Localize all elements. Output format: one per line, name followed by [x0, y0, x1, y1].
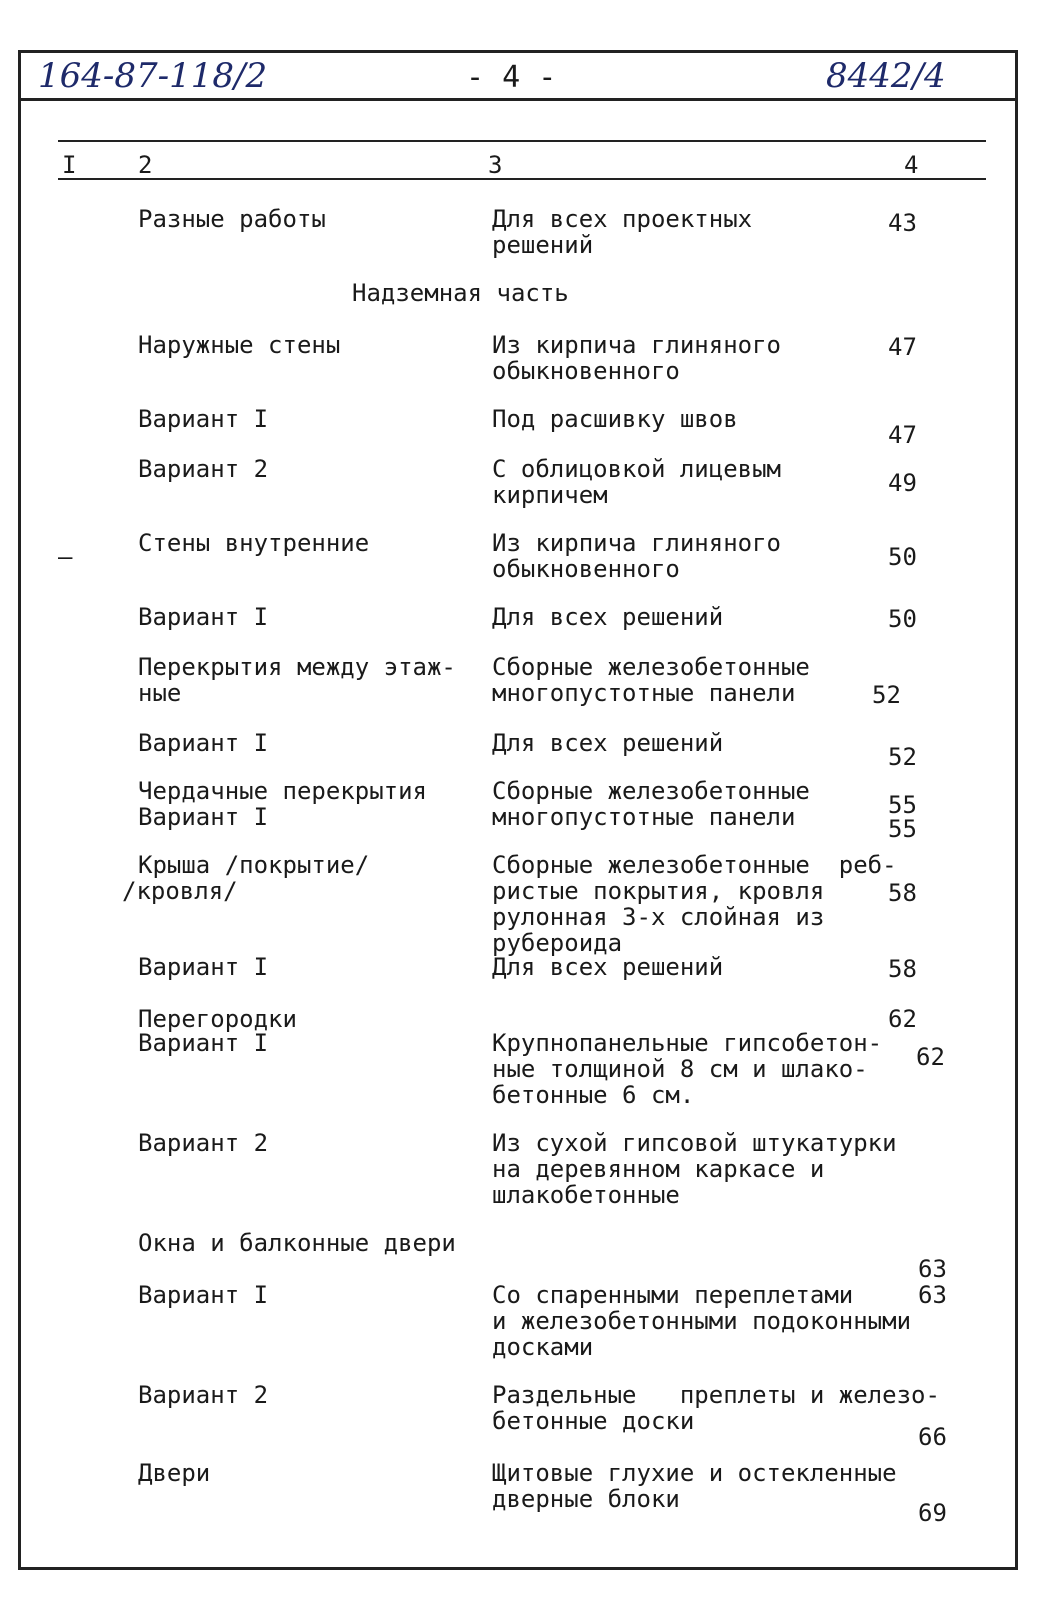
column-header-4: 4 [904, 151, 919, 179]
row-desc: и железобетонными подоконными [492, 1307, 912, 1335]
row-page: 62 [888, 1005, 917, 1033]
row-name: Перегородки [138, 1005, 297, 1033]
table-header-rule [58, 178, 986, 180]
page-number: - 4 - [466, 60, 557, 95]
row-page: 69 [918, 1499, 947, 1527]
row-name: Крыша /покрытие/ [138, 851, 370, 879]
row-page: 47 [888, 421, 917, 449]
column-header-1: I [62, 151, 77, 179]
row-page: 55 [888, 815, 917, 843]
row-desc: досками [492, 1333, 594, 1361]
row-desc: Из сухой гипсовой штукатурки [492, 1129, 897, 1157]
row-page: 52 [888, 743, 917, 771]
row-name: Вариант I [138, 803, 269, 831]
row-desc: Со спаренными переплетами [492, 1281, 854, 1309]
row-desc: Крупнопанельные гипсобетон- [492, 1029, 883, 1057]
row-name: Окна и балконные двери [138, 1229, 456, 1257]
row-desc: Из кирпича глиняного [492, 331, 781, 359]
row-desc: многопустотные панели [492, 803, 796, 831]
row-name: Вариант 2 [138, 1129, 269, 1157]
column-header-3: 3 [488, 151, 503, 179]
column-header-2: 2 [138, 151, 153, 179]
row-name: Вариант I [138, 603, 269, 631]
row-desc: Для всех проектных [492, 205, 753, 233]
row-desc: дверные блоки [492, 1485, 680, 1513]
row-page: 63 [918, 1281, 947, 1309]
row-name: Вариант I [138, 953, 269, 981]
row-page: 47 [888, 333, 917, 361]
row-desc: Для всех решений [492, 603, 724, 631]
row-page: 50 [888, 605, 917, 633]
row-name: Вариант 2 [138, 455, 269, 483]
row-name: Двери [138, 1459, 211, 1487]
row-desc: рулонная 3-х слойная из [492, 903, 825, 931]
row-name: ные [138, 679, 182, 707]
row-page: 58 [888, 955, 917, 983]
row-desc: ристые покрытия, кровля [492, 877, 825, 905]
row-desc: решений [492, 231, 594, 259]
row-name: Вариант 2 [138, 1381, 269, 1409]
document-code-right: 8442/4 [826, 56, 946, 96]
row-page: 55 [888, 791, 917, 819]
row-page: 50 [888, 543, 917, 571]
document-code-left: 164-87-118/2 [38, 56, 268, 96]
header-divider [18, 98, 1018, 101]
row-page: 66 [918, 1423, 947, 1451]
row-desc: на деревянном каркасе и [492, 1155, 825, 1183]
row-desc: Сборные железобетонные [492, 653, 810, 681]
row-name: Наружные стены [138, 331, 341, 359]
row-desc: Под расшивку швов [492, 405, 738, 433]
row-name: Разные работы [138, 205, 326, 233]
row-page: 58 [888, 879, 917, 907]
section-heading: Надземная часть [352, 279, 569, 307]
row-page: 43 [888, 209, 917, 237]
row-desc: бетонные 6 см. [492, 1081, 695, 1109]
row-desc: обыкновенного [492, 555, 680, 583]
row-name: Чердачные перекрытия [138, 777, 427, 805]
row-name: Вариант I [138, 405, 269, 433]
row-name: Стены внутренние [138, 529, 370, 557]
row-desc: С облицовкой лицевым [492, 455, 781, 483]
row-desc: кирпичем [492, 481, 608, 509]
row-desc: Сборные железобетонные [492, 777, 810, 805]
row-desc: Для всех решений [492, 729, 724, 757]
row-name: Вариант I [138, 1281, 269, 1309]
row-desc: рубероида [492, 929, 623, 957]
row-name: Вариант I [138, 729, 269, 757]
row-page: 52 [872, 681, 901, 709]
row-page: 63 [918, 1255, 947, 1283]
row-desc: бетонные доски [492, 1407, 695, 1435]
row-page: 49 [888, 469, 917, 497]
row-desc: Для всех решений [492, 953, 724, 981]
row-name: Перекрытия между этаж- [138, 653, 456, 681]
row-desc: многопустотные панели [492, 679, 796, 707]
margin-mark: – [58, 543, 73, 571]
row-desc: шлакобетонные [492, 1181, 680, 1209]
row-desc: Сборные железобетонные реб- [492, 851, 897, 879]
row-desc: Из кирпича глиняного [492, 529, 781, 557]
table-top-rule [58, 140, 986, 142]
row-page: 62 [916, 1043, 945, 1071]
row-name: Вариант I [138, 1029, 269, 1057]
row-desc: обыкновенного [492, 357, 680, 385]
row-desc: ные толщиной 8 см и шлако- [492, 1055, 868, 1083]
row-name: /кровля/ [122, 877, 238, 905]
row-desc: Раздельные преплеты и железо- [492, 1381, 940, 1409]
row-desc: Щитовые глухие и остекленные [492, 1459, 897, 1487]
